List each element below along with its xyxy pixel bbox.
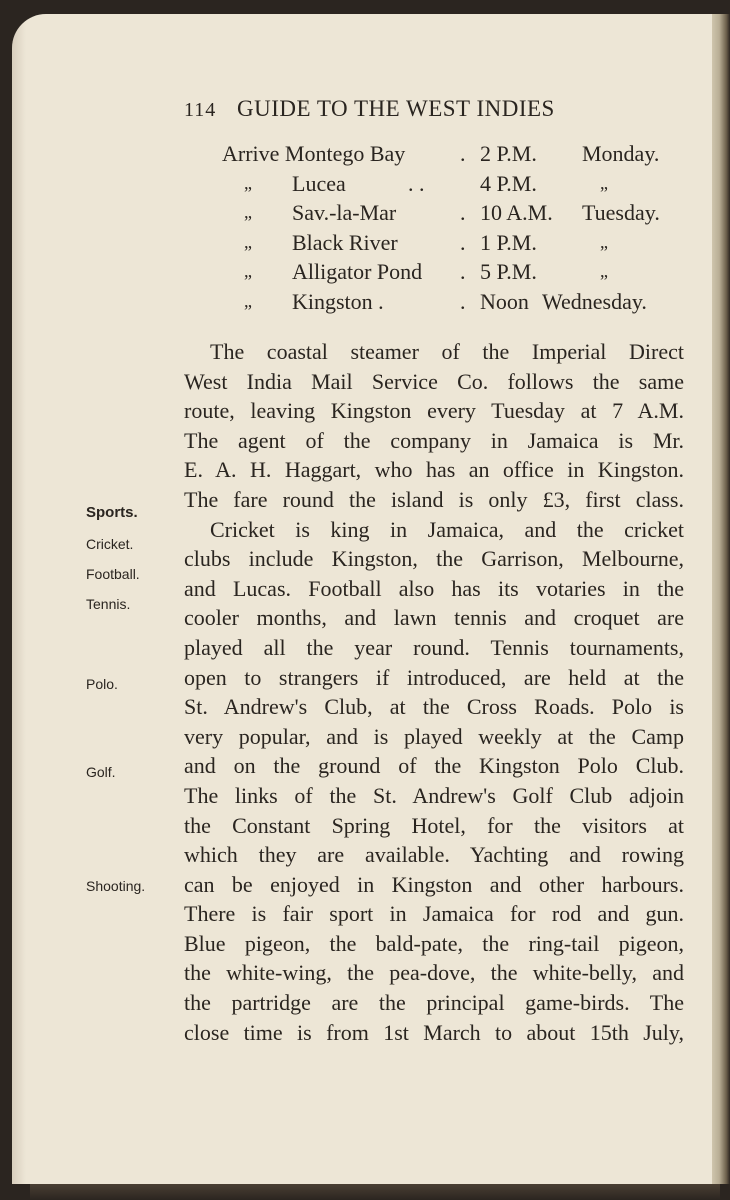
leader-dots: . . <box>408 170 425 196</box>
text-line: There is fair sport in Jamaica for rod and gun. <box>184 901 684 927</box>
margin-note-golf: Golf. <box>86 764 116 780</box>
ditto-mark: „ <box>244 290 252 311</box>
timetable-place: Black River <box>292 229 398 255</box>
text-line: the white-wing, the pea-dove, the white-belly, and <box>184 960 684 986</box>
text-line: the Constant Spring Hotel, for the visitors at <box>184 812 684 838</box>
timetable-row <box>212 198 682 228</box>
text-line: and on the ground of the Kingston Polo Club. <box>184 753 684 779</box>
running-header <box>184 96 654 122</box>
timetable-place: Arrive Montego Bay <box>222 141 406 166</box>
timetable-time: 2 P.M. <box>480 141 537 166</box>
timetable-place: Lucea <box>292 170 346 196</box>
ditto-mark: „ <box>244 202 252 223</box>
margin-note-football: Football. <box>86 566 140 582</box>
timetable-row <box>212 169 682 199</box>
timetable-row <box>212 287 682 317</box>
text-line: Cricket is king in Jamaica, and the cricket <box>210 516 684 542</box>
timetable-day: „ <box>600 172 608 193</box>
timetable-row <box>212 257 682 287</box>
page-number: 114 <box>184 99 217 121</box>
text-line: very popular, and is played weekly at the Camp <box>184 723 684 749</box>
text-line: The agent of the company in Jamaica is Mr. <box>184 427 684 453</box>
text-line: The coastal steamer of the Imperial Direct <box>210 339 684 364</box>
text-line: West India Mail Service Co. follows the same <box>184 368 684 394</box>
ditto-mark: „ <box>244 261 252 282</box>
text-line: close time is from 1st March to about 15th July, <box>184 1019 684 1045</box>
ditto-mark: „ <box>244 231 252 252</box>
margin-note-tennis: Tennis. <box>86 596 131 612</box>
page-title: GUIDE TO THE WEST INDIES <box>237 96 555 121</box>
text-line: The links of the St. Andrew's Golf Club adjoin <box>184 782 684 808</box>
text-line: played all the year round. Tennis tournaments, <box>184 634 684 660</box>
timetable-place: Sav.-la-Mar <box>292 200 397 226</box>
text-line: open to strangers if introduced, are held at the <box>184 664 684 690</box>
timetable-day: „ <box>600 231 608 252</box>
text-line: the partridge are the principal game-birds. The <box>184 990 684 1016</box>
text-line: can be enjoyed in Kingston and other harbours. <box>184 871 684 897</box>
leader-dots: . <box>460 141 466 166</box>
timetable-time: 1 P.M. <box>480 229 537 255</box>
timetable-time: Noon <box>480 288 529 314</box>
margin-note-shooting: Shooting. <box>86 878 146 894</box>
text-line: clubs include Kingston, the Garrison, Melbourne, <box>184 546 684 572</box>
text-line: St. Andrew's Club, at the Cross Roads. Polo is <box>184 694 684 720</box>
timetable-time: 4 P.M. <box>480 170 537 196</box>
leader-dots: . <box>460 229 466 255</box>
timetable-day: „ <box>600 261 608 282</box>
timetable-place: Alligator Pond <box>292 259 423 285</box>
leader-dots: . <box>460 288 466 314</box>
timetable-row <box>212 139 682 169</box>
margin-note-sports: Sports. <box>86 504 138 521</box>
text-line: which they are available. Yachting and rowing <box>184 842 684 868</box>
leader-dots: . <box>460 259 466 285</box>
timetable-day: Tuesday. <box>582 200 660 226</box>
book-page <box>12 14 712 1184</box>
text-line: The fare round the island is only £3, first class. <box>184 486 684 512</box>
steamer-timetable <box>212 139 682 317</box>
book-bottom-edge <box>30 1184 720 1200</box>
timetable-row <box>212 228 682 258</box>
timetable-place: Kingston . <box>292 288 384 314</box>
text-line: cooler months, and lawn tennis and croquet are <box>184 605 684 631</box>
ditto-mark: „ <box>244 172 252 193</box>
text-line: route, leaving Kingston every Tuesday at 7 A.M. <box>184 398 684 424</box>
timetable-day: Wednesday. <box>542 288 647 314</box>
text-line: Blue pigeon, the bald-pate, the ring-tail pigeon, <box>184 930 684 956</box>
margin-note-cricket: Cricket. <box>86 536 134 552</box>
leader-dots: . <box>460 200 466 226</box>
timetable-time: 10 A.M. <box>480 200 553 226</box>
book-spine-edge <box>712 14 730 1184</box>
body-text <box>184 337 684 1047</box>
text-line: E. A. H. Haggart, who has an office in Kingston. <box>184 457 684 483</box>
timetable-time: 5 P.M. <box>480 259 537 285</box>
text-line: and Lucas. Football also has its votaries in the <box>184 575 684 601</box>
timetable-day: Monday. <box>582 141 660 166</box>
margin-note-polo: Polo. <box>86 676 118 692</box>
